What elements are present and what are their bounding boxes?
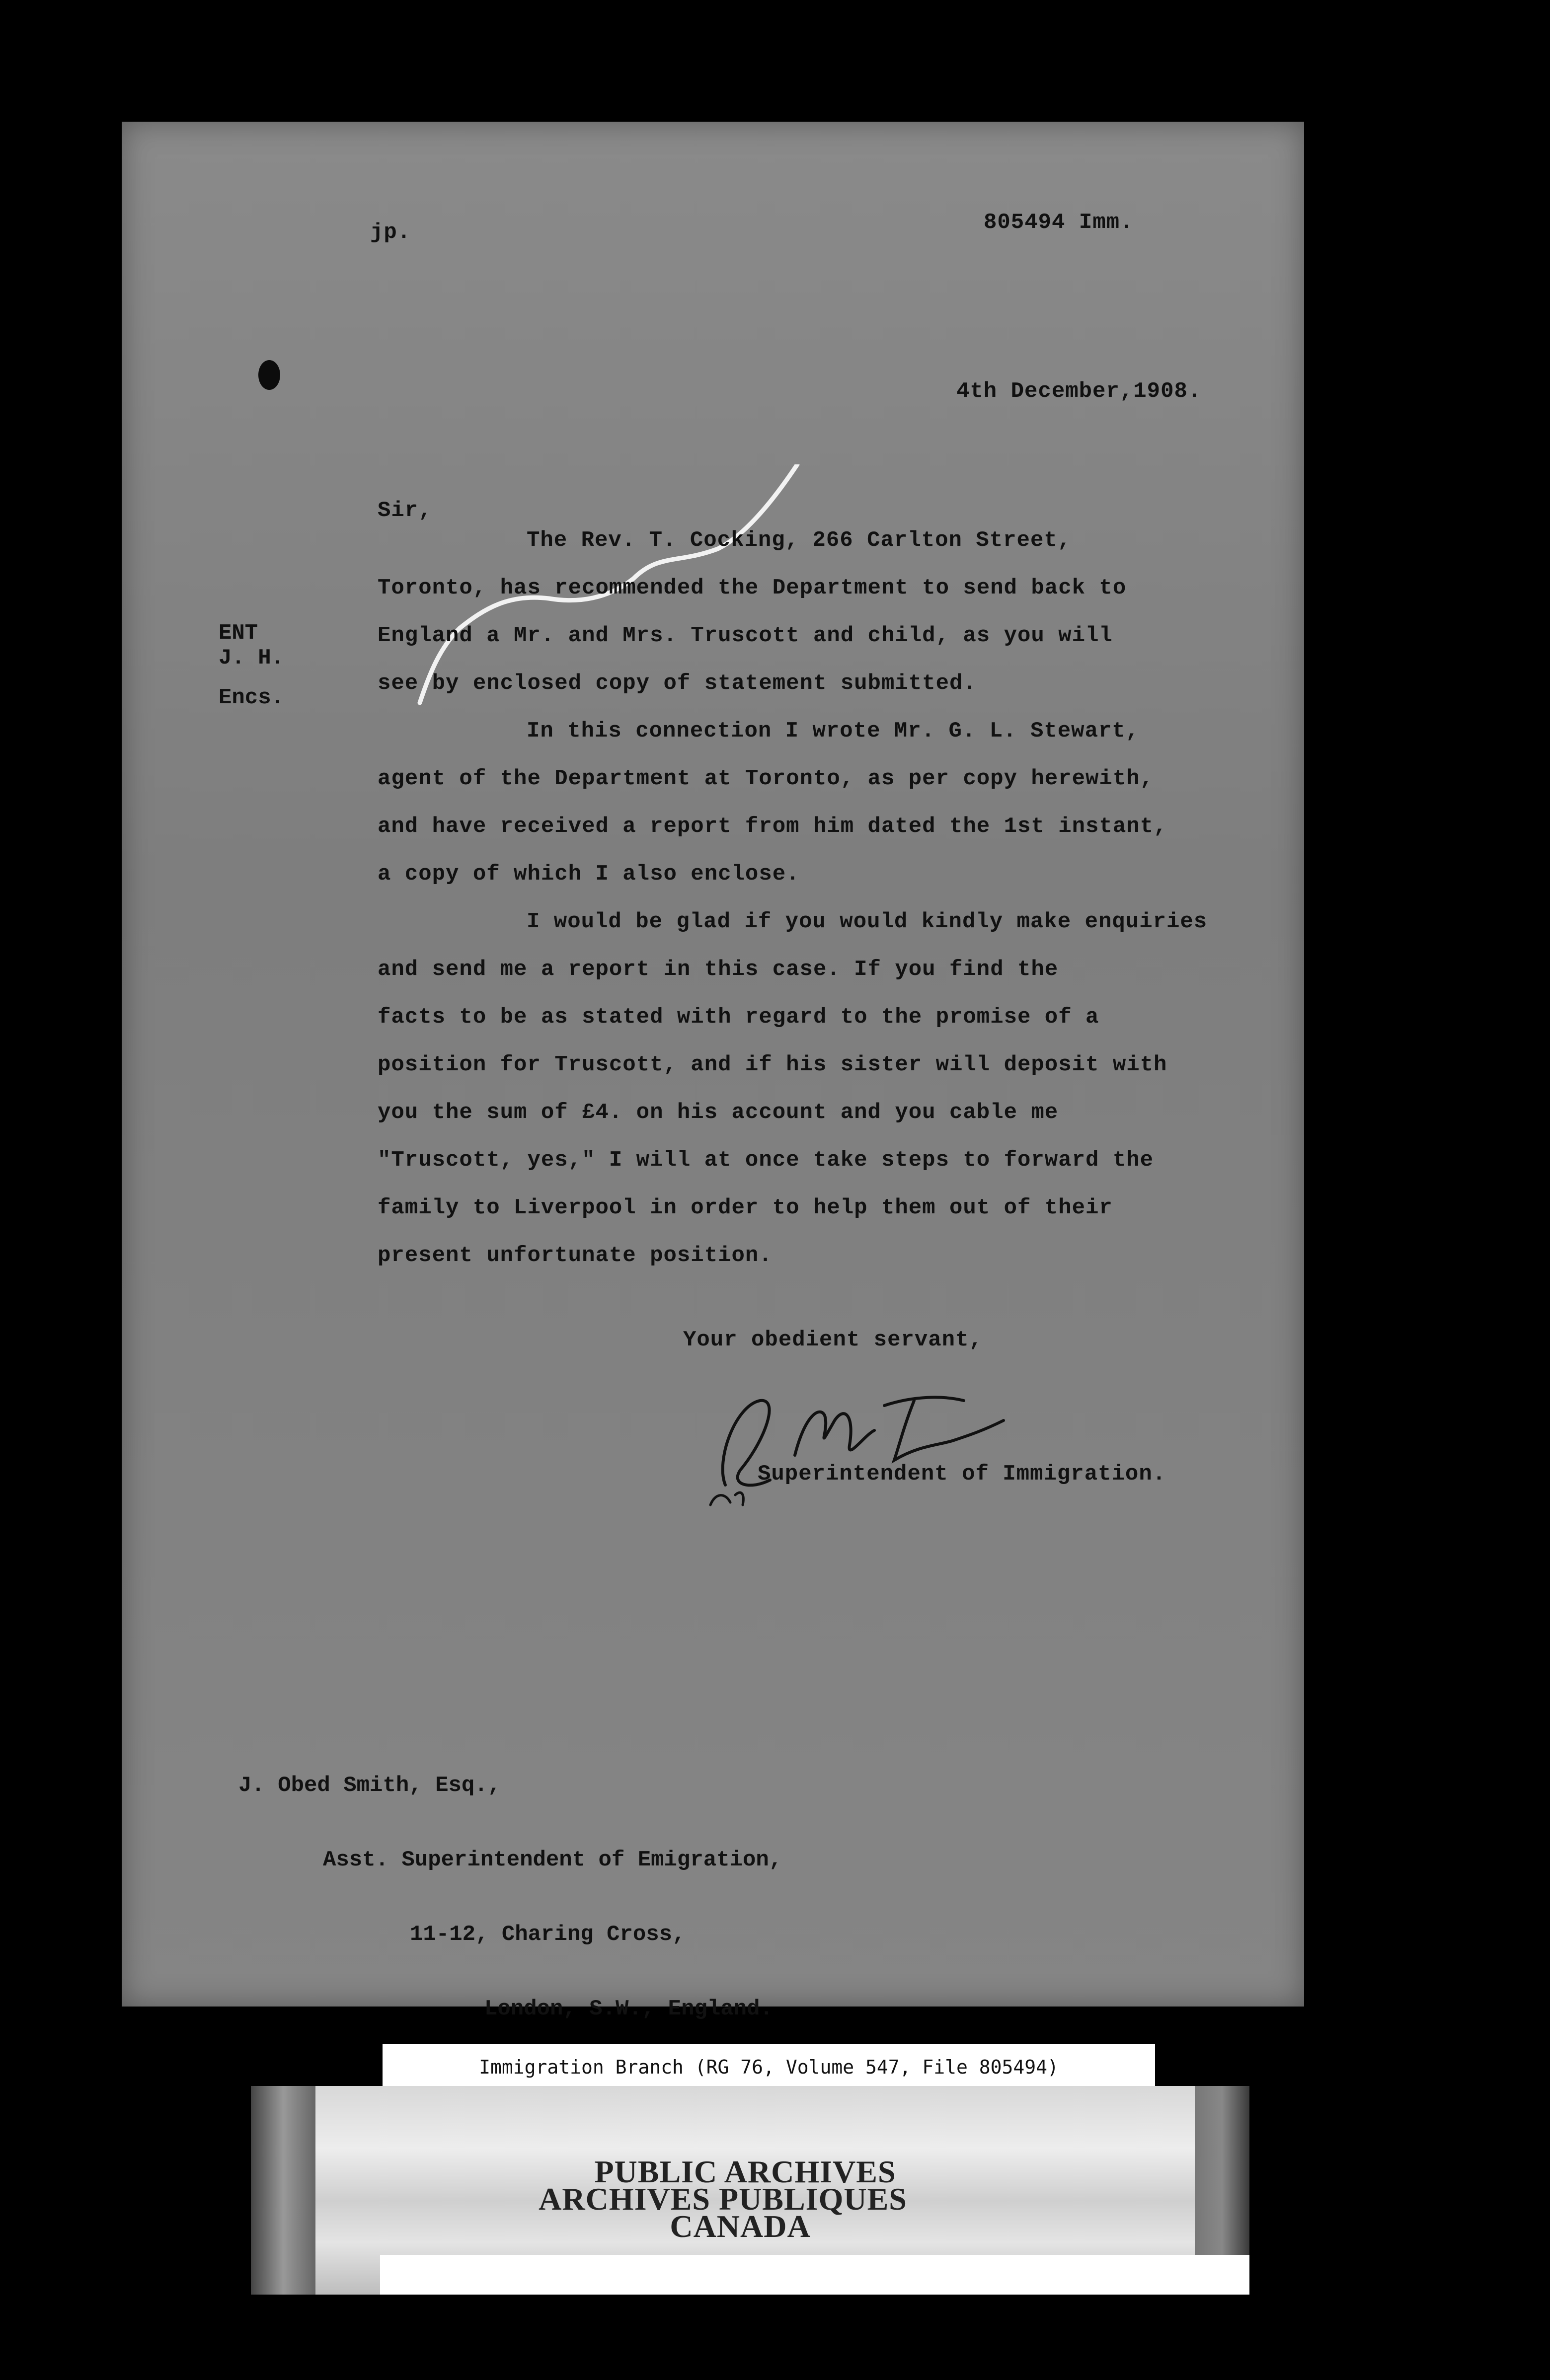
salutation: Sir, [378, 498, 432, 523]
margin-note-initials: J. H. [219, 646, 285, 670]
stamp-line-2: ARCHIVES PUBLIQUES [539, 2181, 907, 2217]
signature-title: Superintendent of Immigration. [758, 1462, 1166, 1487]
paragraph-3: I would be glad if you would kindly make enquiries and send me a report in this case. If you find the facts to be as stated with regard to the promise of a position for Truscott, and if his sister will deposit with you the sum of £4. on his account and you cable me "Truscott, yes," I will at once take steps to forward the family to Liverpool in order to help them out of their present unfortunate position. [378, 909, 1208, 1268]
recipient-address [238, 1723, 782, 2046]
address-line-3: 11-12, Charing Cross, [410, 1922, 686, 1947]
address-line-2: Asst. Superintendent of Emigration, [323, 1848, 782, 1872]
stamp-line-3: CANADA [670, 2209, 811, 2244]
address-line-4: London, S.W., England. [484, 1997, 773, 2021]
paragraph-1: The Rev. T. Cocking, 266 Carlton Street, Toronto, has recommended the Department to send back to England a Mr. and Mrs. Truscott and child, as you will see by enclosed copy of statement submitted. [378, 528, 1127, 696]
archive-caption: Immigration Branch (RG 76, Volume 547, File 805494) [383, 2044, 1155, 2091]
file-number: 805494 Imm. [984, 210, 1134, 235]
letter-date: 4th December,1908. [956, 379, 1202, 404]
address-line-1: J. Obed Smith, Esq., [238, 1773, 501, 1798]
punch-hole [258, 360, 280, 390]
stamp-line-1: PUBLIC ARCHIVES [594, 2154, 896, 2189]
paragraph-2: In this connection I wrote Mr. G. L. Stewart, agent of the Department at Toronto, as per copy herewith, and have received a report from him dated the 1st instant, a copy of which I also enclose. [378, 719, 1167, 887]
margin-note-ent: ENT [219, 621, 258, 646]
margin-note-enclosures: Encs. [219, 685, 285, 710]
letter-body [378, 517, 1252, 1279]
closing: Your obedient servant, [683, 1328, 983, 1352]
reference-initials: jp. [370, 220, 411, 245]
